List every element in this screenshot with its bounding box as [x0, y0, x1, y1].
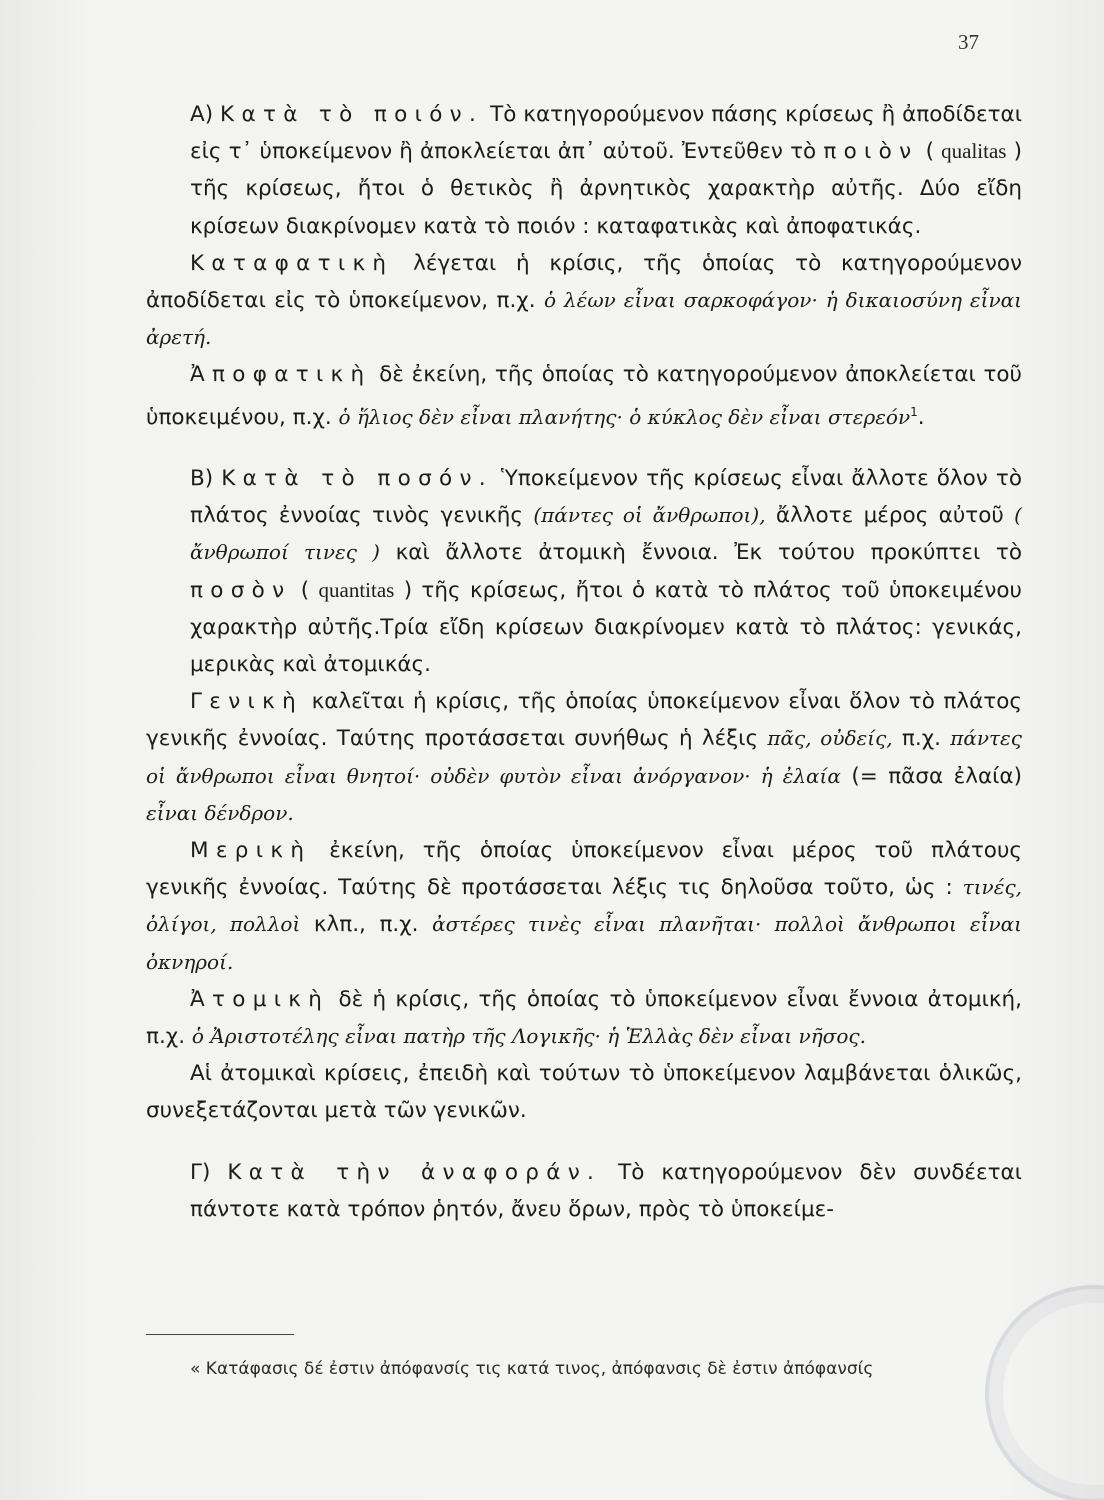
term: Γενικὴ — [190, 689, 304, 715]
footnote-divider — [146, 1334, 294, 1335]
paragraph-by-quality — [146, 96, 1022, 245]
text: . — [917, 404, 925, 430]
paragraph-individual-note — [146, 1055, 1022, 1129]
section-letter: Β) — [190, 465, 222, 491]
text: (= πᾶσα ἐλαία) — [840, 763, 1022, 789]
example: τινές, ὀλίγοι, πολλοὶ — [146, 875, 1022, 937]
page-number: 37 — [958, 30, 979, 54]
text: ( — [918, 139, 942, 165]
text: ( — [291, 577, 319, 603]
latin-term: quantitas — [318, 577, 395, 602]
example: εἶναι δένδρον. — [146, 800, 294, 825]
term: ποσὸν — [190, 577, 292, 603]
paragraph-individual — [146, 981, 1022, 1055]
term: Ἀτομικὴ — [190, 986, 330, 1012]
library-stamp-icon — [985, 1285, 1104, 1500]
section-letter: Α) — [190, 102, 221, 127]
text: Τὸ κατηγορούμενον πάσης κρίσεως ἢ ἀποδίδεται εἰς τ᾽ ὑποκείμενον ἢ ἀποκλείεται ἀπ᾽ αὐτοῦ. Ἐντεῦθεν τὸ — [190, 102, 1022, 165]
example: ἀστέρες τινὲς εἶναι πλανῆται· πολλοὶ ἄνθρωποι εἶναι ὀκνηροί. — [146, 912, 1022, 974]
text: π.χ. — [892, 726, 951, 752]
paragraph-by-quantity — [146, 460, 1022, 683]
footnote-text: « Κατάφασις δέ ἐστιν ἀπόφανσίς τις κατά τινος, ἀπόφανσις δὲ ἐστιν ἀπόφανσίς — [190, 1359, 874, 1379]
paragraph-affirmative — [146, 245, 1022, 357]
text: Ὑποκείμενον τῆς κρίσεως εἶναι ἄλλοτε ὅλον τὸ πλάτος ἐννοίας τινὸς γενικῆς — [190, 465, 1022, 529]
text: Τὸ κατηγορούμενον δὲν συνδέεται πάντοτε κατὰ τρόπον ῥητόν, ἄνευ ὅρων, πρὸς τὸ ὑποκείμε- — [190, 1159, 1023, 1222]
text: δὲ ἐκείνη, τῆς ὁποίας τὸ κατηγορούμενον ἀποκλείεται τοῦ ὑποκειμένου, π.χ. — [146, 362, 1022, 430]
text: δὲ ἡ κρίσις, τῆς ὁποίας τὸ ὑποκείμενον εἶναι ἔννοια ἀτομική, π.χ. — [146, 986, 1022, 1050]
term: ποιὸν — [823, 139, 919, 165]
text: ) τῆς κρίσεως, ἤτοι ὁ θετικὸς ἢ ἀρνητικὸς χαρακτὴρ αὐτῆς. Δύο εἴδη κρίσεων διακρίνομεν κατὰ τὸ ποιόν : καταφατικὰς καὶ ἀποφατικάς. — [190, 139, 1022, 239]
text: Αἱ ἀτομικαὶ κρίσεις, ἐπειδὴ καὶ τούτων τὸ ὑποκείμενον λαμβάνεται ὁλικῶς, συνεξετάζονται μετὰ τῶν γενικῶν. — [146, 1061, 1022, 1124]
section-heading: Κατὰ τὸ ποιόν. — [220, 102, 484, 127]
section-heading: Κατὰ τὸ ποσόν. — [221, 465, 493, 491]
latin-term: qualitas — [941, 139, 1007, 164]
example: ὁ λέων εἶναι σαρκοφάγον· ἡ δικαιοσύνη εἶναι ἀρετή. — [146, 288, 1022, 350]
example: (πάντες οἱ ἄνθρωποι), — [533, 503, 766, 528]
example: ( ἄνθρωποί τινες ) — [190, 503, 1022, 565]
text: ἄλλοτε μέρος αὐτοῦ — [765, 503, 1015, 529]
section-heading: Κατὰ τὴν ἀναφοράν. — [227, 1159, 602, 1185]
text: κλπ., π.χ. — [300, 912, 433, 938]
example: ὁ ἥλιος δὲν εἶναι πλανήτης· ὁ κύκλος δὲν εἶναι στερεόν — [338, 404, 911, 429]
paragraph-by-relation — [146, 1154, 1022, 1228]
text: καὶ ἄλλοτε ἀτομικὴ ἔννοια. Ἐκ τούτου προκύπτει τὸ — [379, 540, 1022, 566]
example: πᾶς, οὐδείς, — [767, 726, 893, 751]
term: Μερικὴ — [190, 838, 312, 864]
body-text — [146, 96, 1022, 1228]
paragraph-particular — [146, 832, 1022, 981]
example: πάντες οἱ ἄνθρωποι εἶναι θνητοί· οὐδὲν φυτὸν εἶναι ἀνόργανον· ἡ ἐλαία — [146, 726, 1022, 788]
paragraph-negative — [146, 356, 1022, 436]
text: καλεῖται ἡ κρίσις, τῆς ὁποίας ὑποκείμενον εἶναι ὅλον τὸ πλάτος γενικῆς ἐννοίας. Ταύτης προτάσσεται συνήθως ἡ λέξις — [146, 689, 1022, 752]
term: Καταφατικὴ — [190, 250, 394, 276]
text: λέγεται ἡ κρίσις, τῆς ὁποίας τὸ κατηγορούμενον ἀποδίδεται εἰς τὸ ὑποκείμενον, π.χ. — [146, 250, 1022, 314]
text: ἐκείνη, τῆς ὁποίας ὑποκείμενον εἶναι μέρος τοῦ πλάτους γενικῆς ἐννοίας. Ταύτης δὲ προτάσσεται λέξις τις δηλοῦσα τοῦτο, ὡς : — [146, 838, 1022, 901]
example: ὁ Ἀριστοτέλης εἶναι πατὴρ τῆς Λογικῆς· ἡ Ἑλλὰς δὲν εἶναι νῆσος. — [191, 1024, 866, 1049]
footnote — [146, 1352, 1022, 1386]
section-letter: Γ) — [190, 1159, 228, 1185]
term: Ἀποφατικὴ — [190, 362, 372, 388]
paragraph-general — [146, 683, 1022, 832]
text: ) τῆς κρίσεως, ἤτοι ὁ κατὰ τὸ πλάτος τοῦ ὑποκειμένου χαρακτὴρ αὐτῆς.Τρία εἴδη κρίσεων διακρίνομεν κατὰ τὸ πλάτος: γενικάς, μερικὰς καὶ ἀτομικάς. — [190, 577, 1022, 677]
footnote-ref: 1 — [910, 404, 918, 419]
